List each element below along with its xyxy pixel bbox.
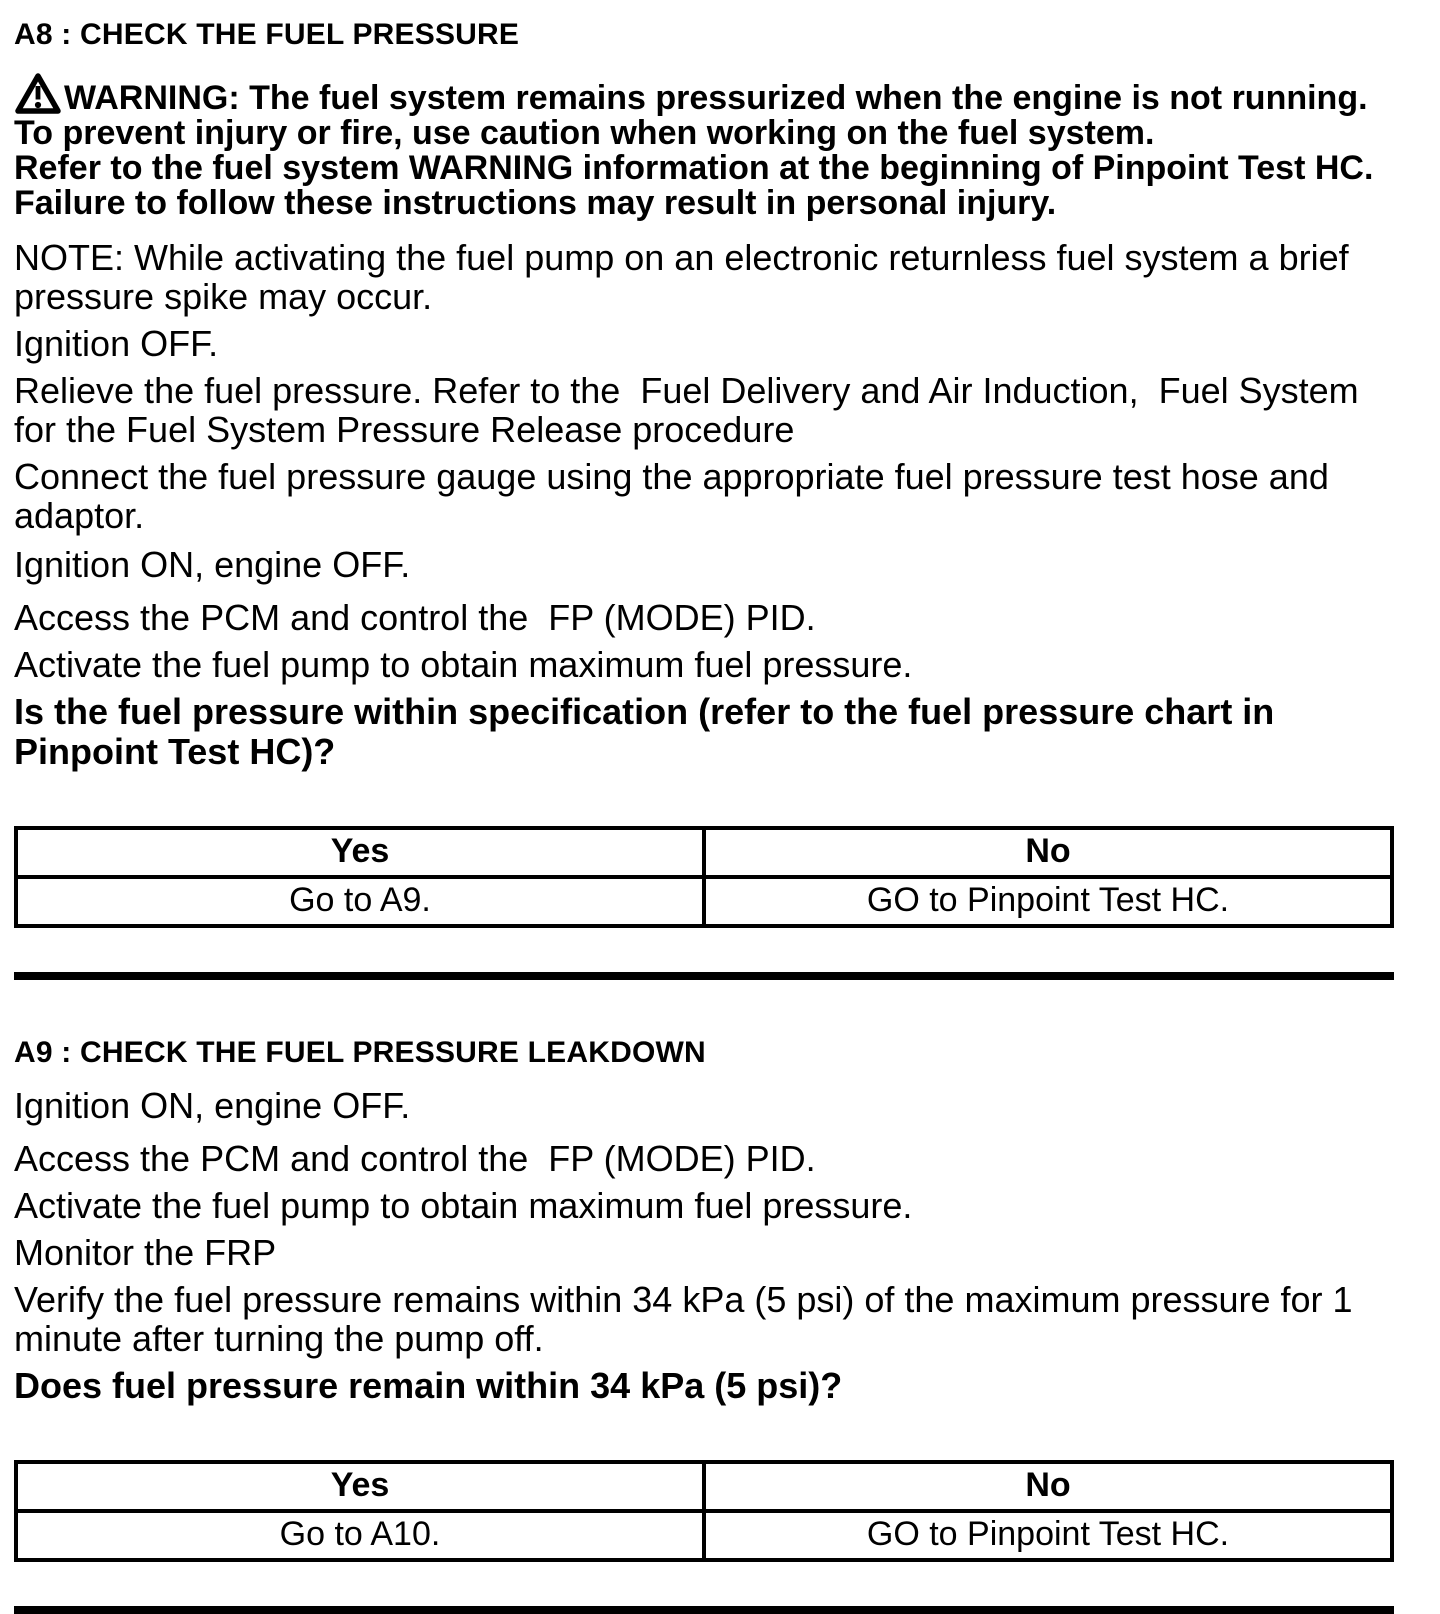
step-activate-pump: Activate the fuel pump to obtain maximum fuel pressure. [14,644,913,685]
step-relieve-pressure: Relieve the fuel pressure. Refer to the Fuel Delivery and Air Induction, Fuel System for the Fuel System Pressure Release procedure [14,370,1369,450]
section-a8 [14,20,1394,980]
yes-column-header: Yes [16,1462,704,1511]
document-page [14,20,1394,1614]
yes-action-cell: Go to A9. [16,877,704,926]
step-note: NOTE: While activating the fuel pump on an electronic returnless fuel system a brief pressure spike may occur. [14,237,1359,317]
step-ignition-on: Ignition ON, engine OFF. [14,544,411,585]
step-verify-pressure: Verify the fuel pressure remains within 34 kPa (5 psi) of the maximum pressure for 1 minute after turning the pump off. [14,1279,1363,1359]
yes-action-cell: Go to A10. [16,1511,704,1560]
step-ignition-on: Ignition ON, engine OFF. [14,1085,411,1126]
warning-paragraph [14,72,1394,221]
warning-line-1: WARNING: The fuel system remains pressurized when the engine is not running. To prevent injury or fire, use caution when working on the fuel system. [14,79,1368,152]
table-row [16,1511,1392,1560]
warning-line-2: Refer to the fuel system WARNING information at the beginning of Pinpoint Test HC. [14,149,1374,187]
section-a9 [14,1038,1394,1614]
yes-column-header: Yes [16,828,704,877]
section-divider [14,1606,1394,1614]
step-access-pcm: Access the PCM and control the FP (MODE) PID. [14,597,816,638]
no-column-header: No [704,1462,1392,1511]
section-a8-heading: A8 : CHECK THE FUEL PRESSURE [14,18,520,51]
no-column-header: No [704,828,1392,877]
step-activate-pump: Activate the fuel pump to obtain maximum fuel pressure. [14,1185,913,1226]
warning-triangle-icon [14,72,62,116]
step-access-pcm: Access the PCM and control the FP (MODE) PID. [14,1138,816,1179]
no-action-cell: GO to Pinpoint Test HC. [704,877,1392,926]
section-divider [14,972,1394,980]
section-a9-heading: A9 : CHECK THE FUEL PRESSURE LEAKDOWN [14,1036,706,1069]
decision-table-a9 [14,1460,1394,1562]
step-connect-gauge: Connect the fuel pressure gauge using the appropriate fuel pressure test hose and adaptor. [14,456,1339,536]
table-header-row [16,1462,1392,1511]
decision-table-a8 [14,826,1394,928]
warning-line-3: Failure to follow these instructions may result in personal injury. [14,184,1057,222]
step-ignition-off: Ignition OFF. [14,323,219,364]
table-row [16,877,1392,926]
table-header-row [16,828,1392,877]
no-action-cell: GO to Pinpoint Test HC. [704,1511,1392,1560]
decision-question: Does fuel pressure remain within 34 kPa (5 psi)? [14,1365,843,1406]
decision-question: Is the fuel pressure within specification (refer to the fuel pressure chart in Pinpoint Test HC)? [14,691,1275,772]
step-monitor-frp: Monitor the FRP [14,1232,277,1273]
